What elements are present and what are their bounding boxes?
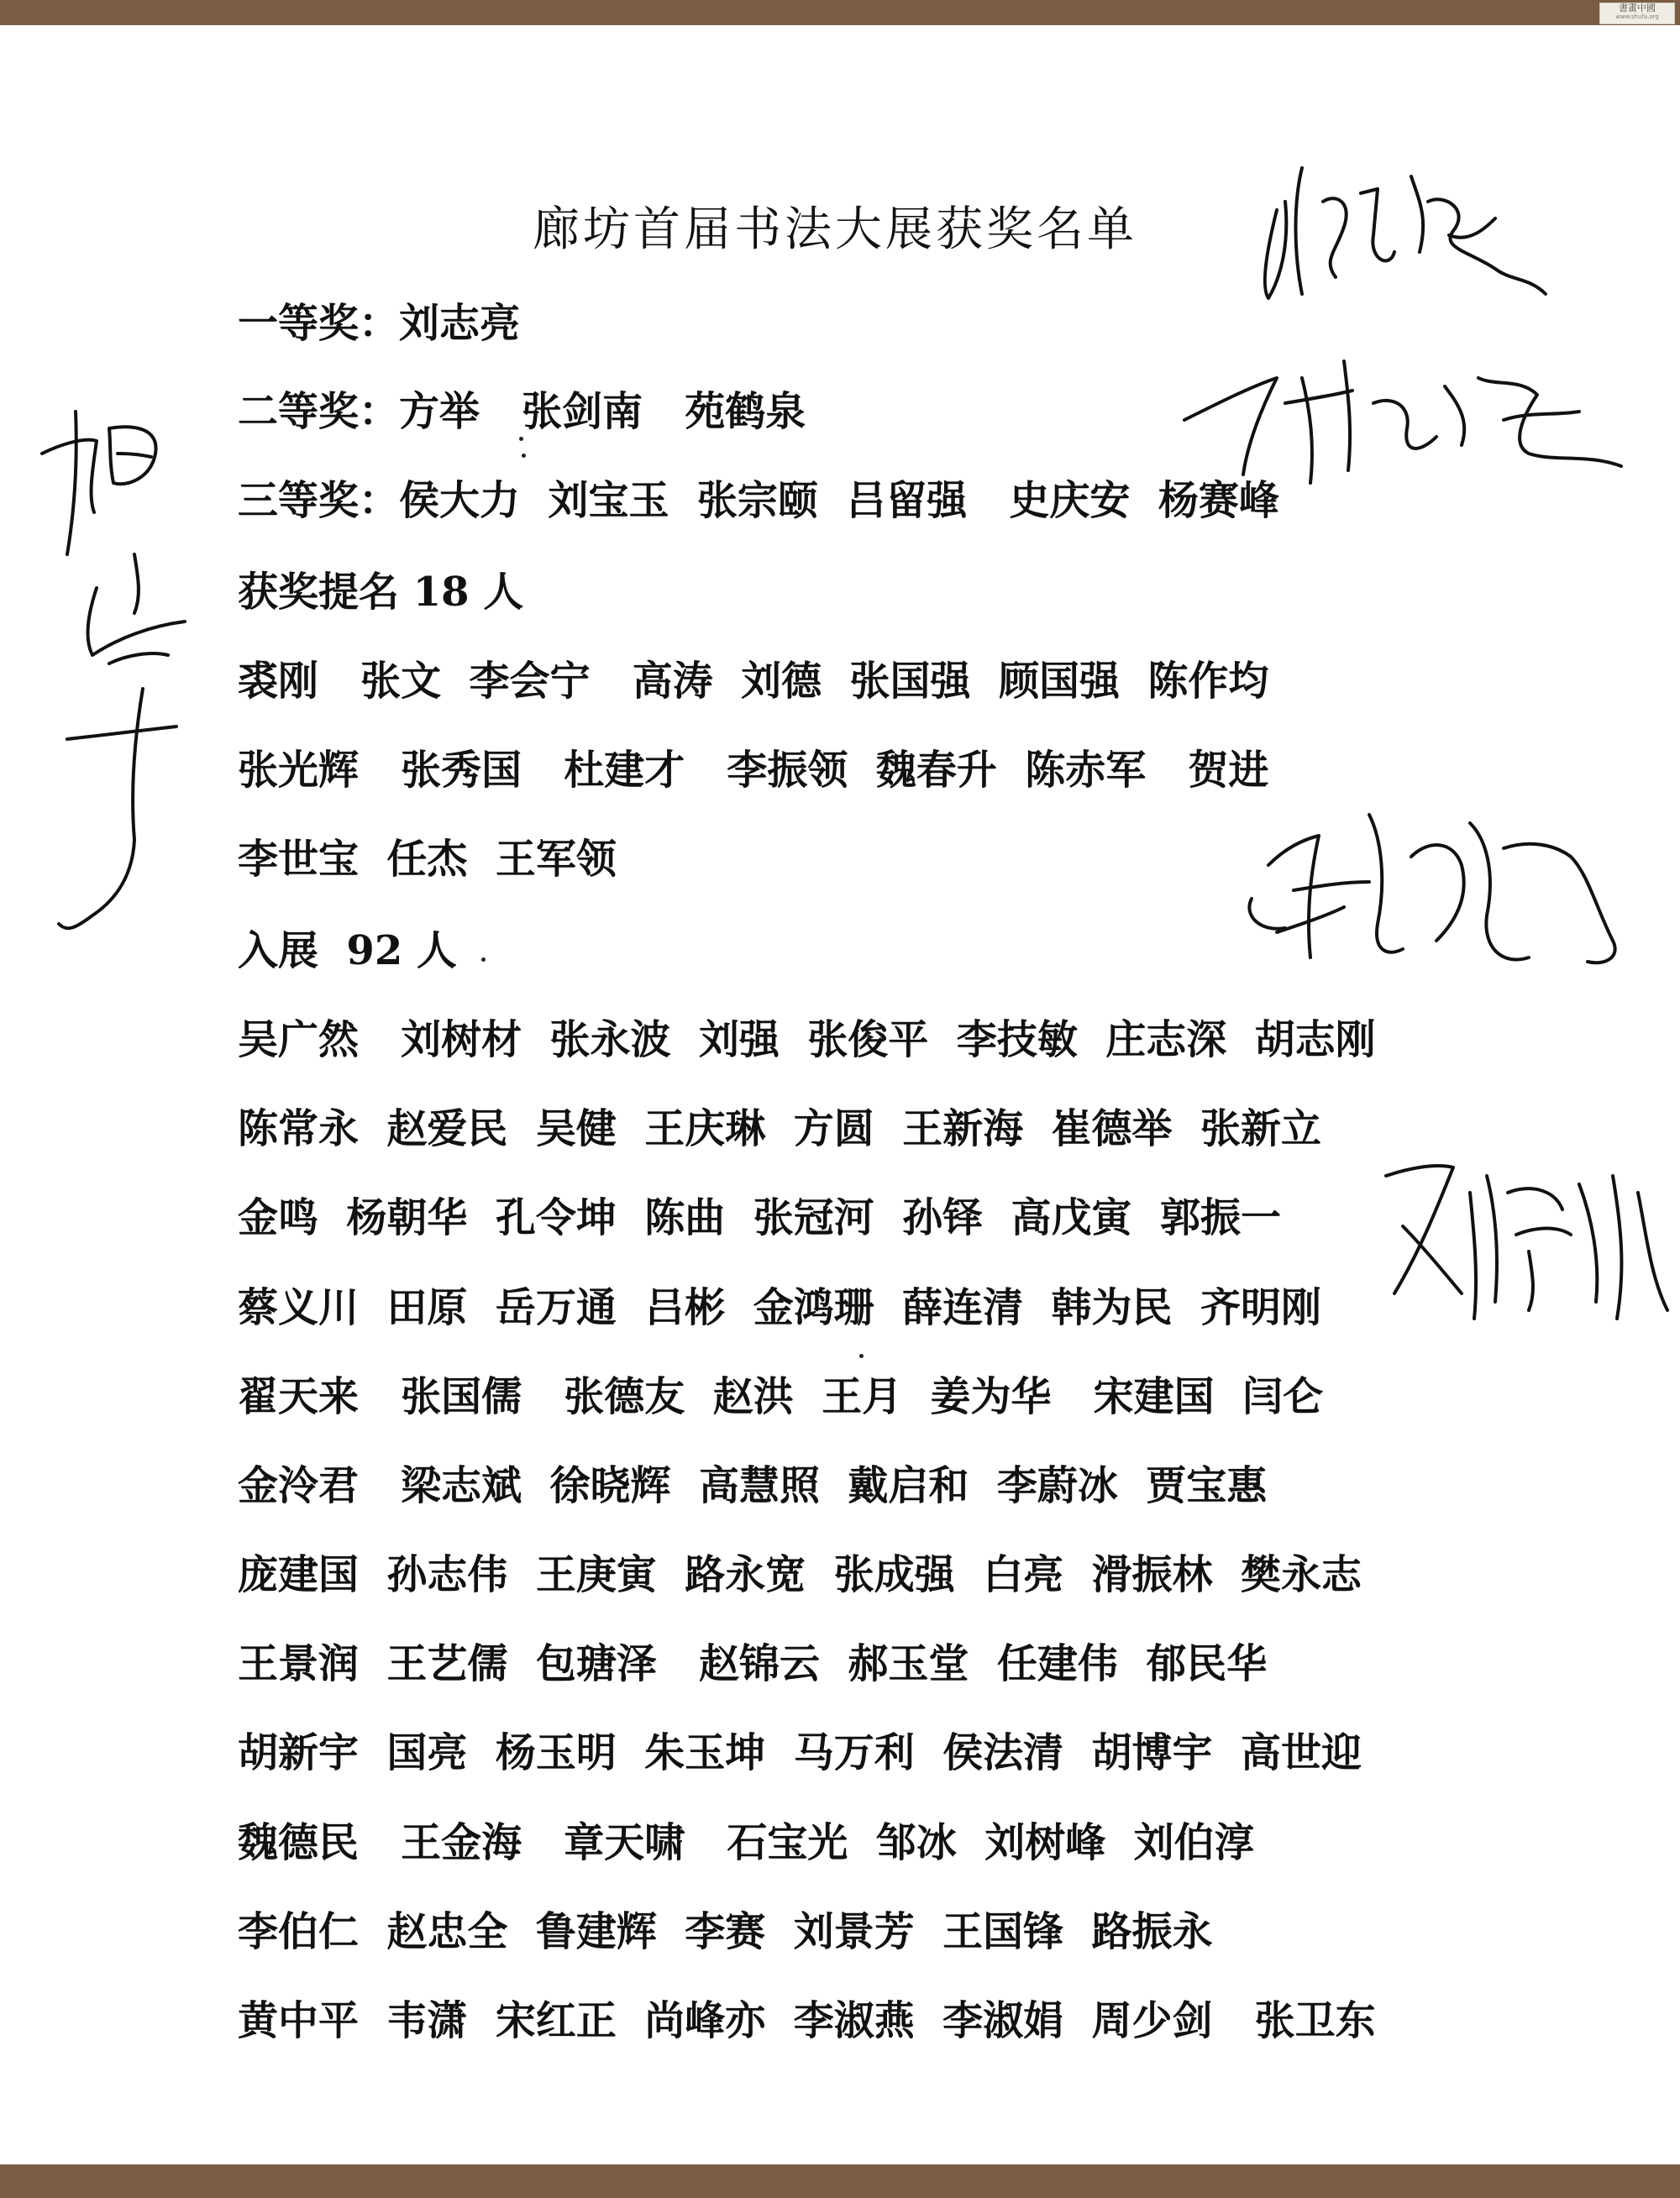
- watermark-text: 書畫中國: [1619, 3, 1656, 13]
- exhibit-line: 李伯仁 赵忠全 鲁建辉 李赛 刘景芳 王国锋 路振永: [238, 1908, 1213, 1955]
- handwritten-signature-left-margin: [17, 386, 202, 941]
- ink-speck: [519, 437, 523, 441]
- exhibit-line: 黄中平 韦潇 宋红正 尚峰亦 李淑燕 李淑娟 周少剑 张卫东: [238, 1997, 1376, 2044]
- nomination-line: 李世宝 任杰 王军领: [238, 836, 617, 883]
- handwritten-signature-top-right: [1243, 151, 1562, 344]
- second-prize-names: 方举 张剑南 苑鹤泉: [399, 388, 806, 435]
- exhibit-line: 陈常永 赵爱民 吴健 王庆琳 方圆 王新海 崔德举 张新立: [238, 1105, 1321, 1152]
- exhibit-line: 蔡义川 田原 岳万通 吕彬 金鸿珊 薛连清 韩为民 齐明刚: [238, 1284, 1321, 1331]
- second-prize-label: 二等奖：: [238, 388, 400, 435]
- first-prize-names: 刘志亮: [399, 300, 521, 347]
- bottom-frame-border: [0, 2164, 1680, 2198]
- exhibit-line: 翟天来 张国儒 张德友 赵洪 王月 姜为华 宋建国 闫仑: [238, 1373, 1324, 1420]
- handwritten-signature-right-center: [1235, 789, 1630, 1025]
- nomination-heading: 获奖提名 18 人: [238, 569, 524, 616]
- top-frame-border: [0, 0, 1680, 25]
- exhibit-line: 魏德民 王金海 章天啸 石宝光 邹冰 刘树峰 刘伯淳: [238, 1819, 1255, 1866]
- exhibit-line: 金鸣 杨朝华 孔令坤 陈曲 张冠河 孙铎 高戊寅 郭振一: [238, 1194, 1281, 1241]
- ink-speck: [522, 454, 526, 458]
- ink-speck: [481, 957, 486, 962]
- site-watermark-logo: [1599, 3, 1675, 24]
- third-prize-label: 三等奖：: [238, 477, 400, 524]
- nomination-line: 张光辉 张秀国 杜建才 李振领 魏春升 陈赤军 贺进: [238, 747, 1269, 794]
- watermark-url: www.shufa.org: [1615, 13, 1659, 20]
- handwritten-signature-right-lower: [1361, 1142, 1676, 1344]
- exhibit-line: 吴广然 刘树材 张永波 刘强 张俊平 李技敏 庄志深 胡志刚: [238, 1016, 1376, 1063]
- exhibit-line: 庞建国 孙志伟 王庚寅 路永宽 张成强 白亮 滑振林 樊永志: [238, 1551, 1362, 1598]
- nomination-line: 裘刚 张文 李会宁 高涛 刘德 张国强 顾国强 陈作均: [238, 658, 1269, 705]
- exhibit-line: 金泠君 梁志斌 徐晓辉 高慧照 戴启和 李蔚冰 贾宝惠: [238, 1462, 1268, 1509]
- document-title: 廊坊首届书法大展获奖名单: [533, 202, 1137, 257]
- exhibit-line: 王景润 王艺儒 包瑭泽 赵锦云 郝玉堂 任建伟 郁民华: [238, 1640, 1268, 1687]
- first-prize-label: 一等奖：: [238, 300, 400, 347]
- ink-speck: [859, 1354, 864, 1358]
- exhibit-line: 胡新宇 国亮 杨玉明 朱玉坤 马万利 侯法清 胡博宇 高世迎: [238, 1729, 1362, 1776]
- exhibit-heading: 入展 92 人: [238, 927, 457, 974]
- third-prize-names: 侯大力 刘宝玉 张宗颐 吕留强 史庆安 杨赛峰: [399, 477, 1279, 524]
- handwritten-signature-right-middle: [1168, 328, 1638, 512]
